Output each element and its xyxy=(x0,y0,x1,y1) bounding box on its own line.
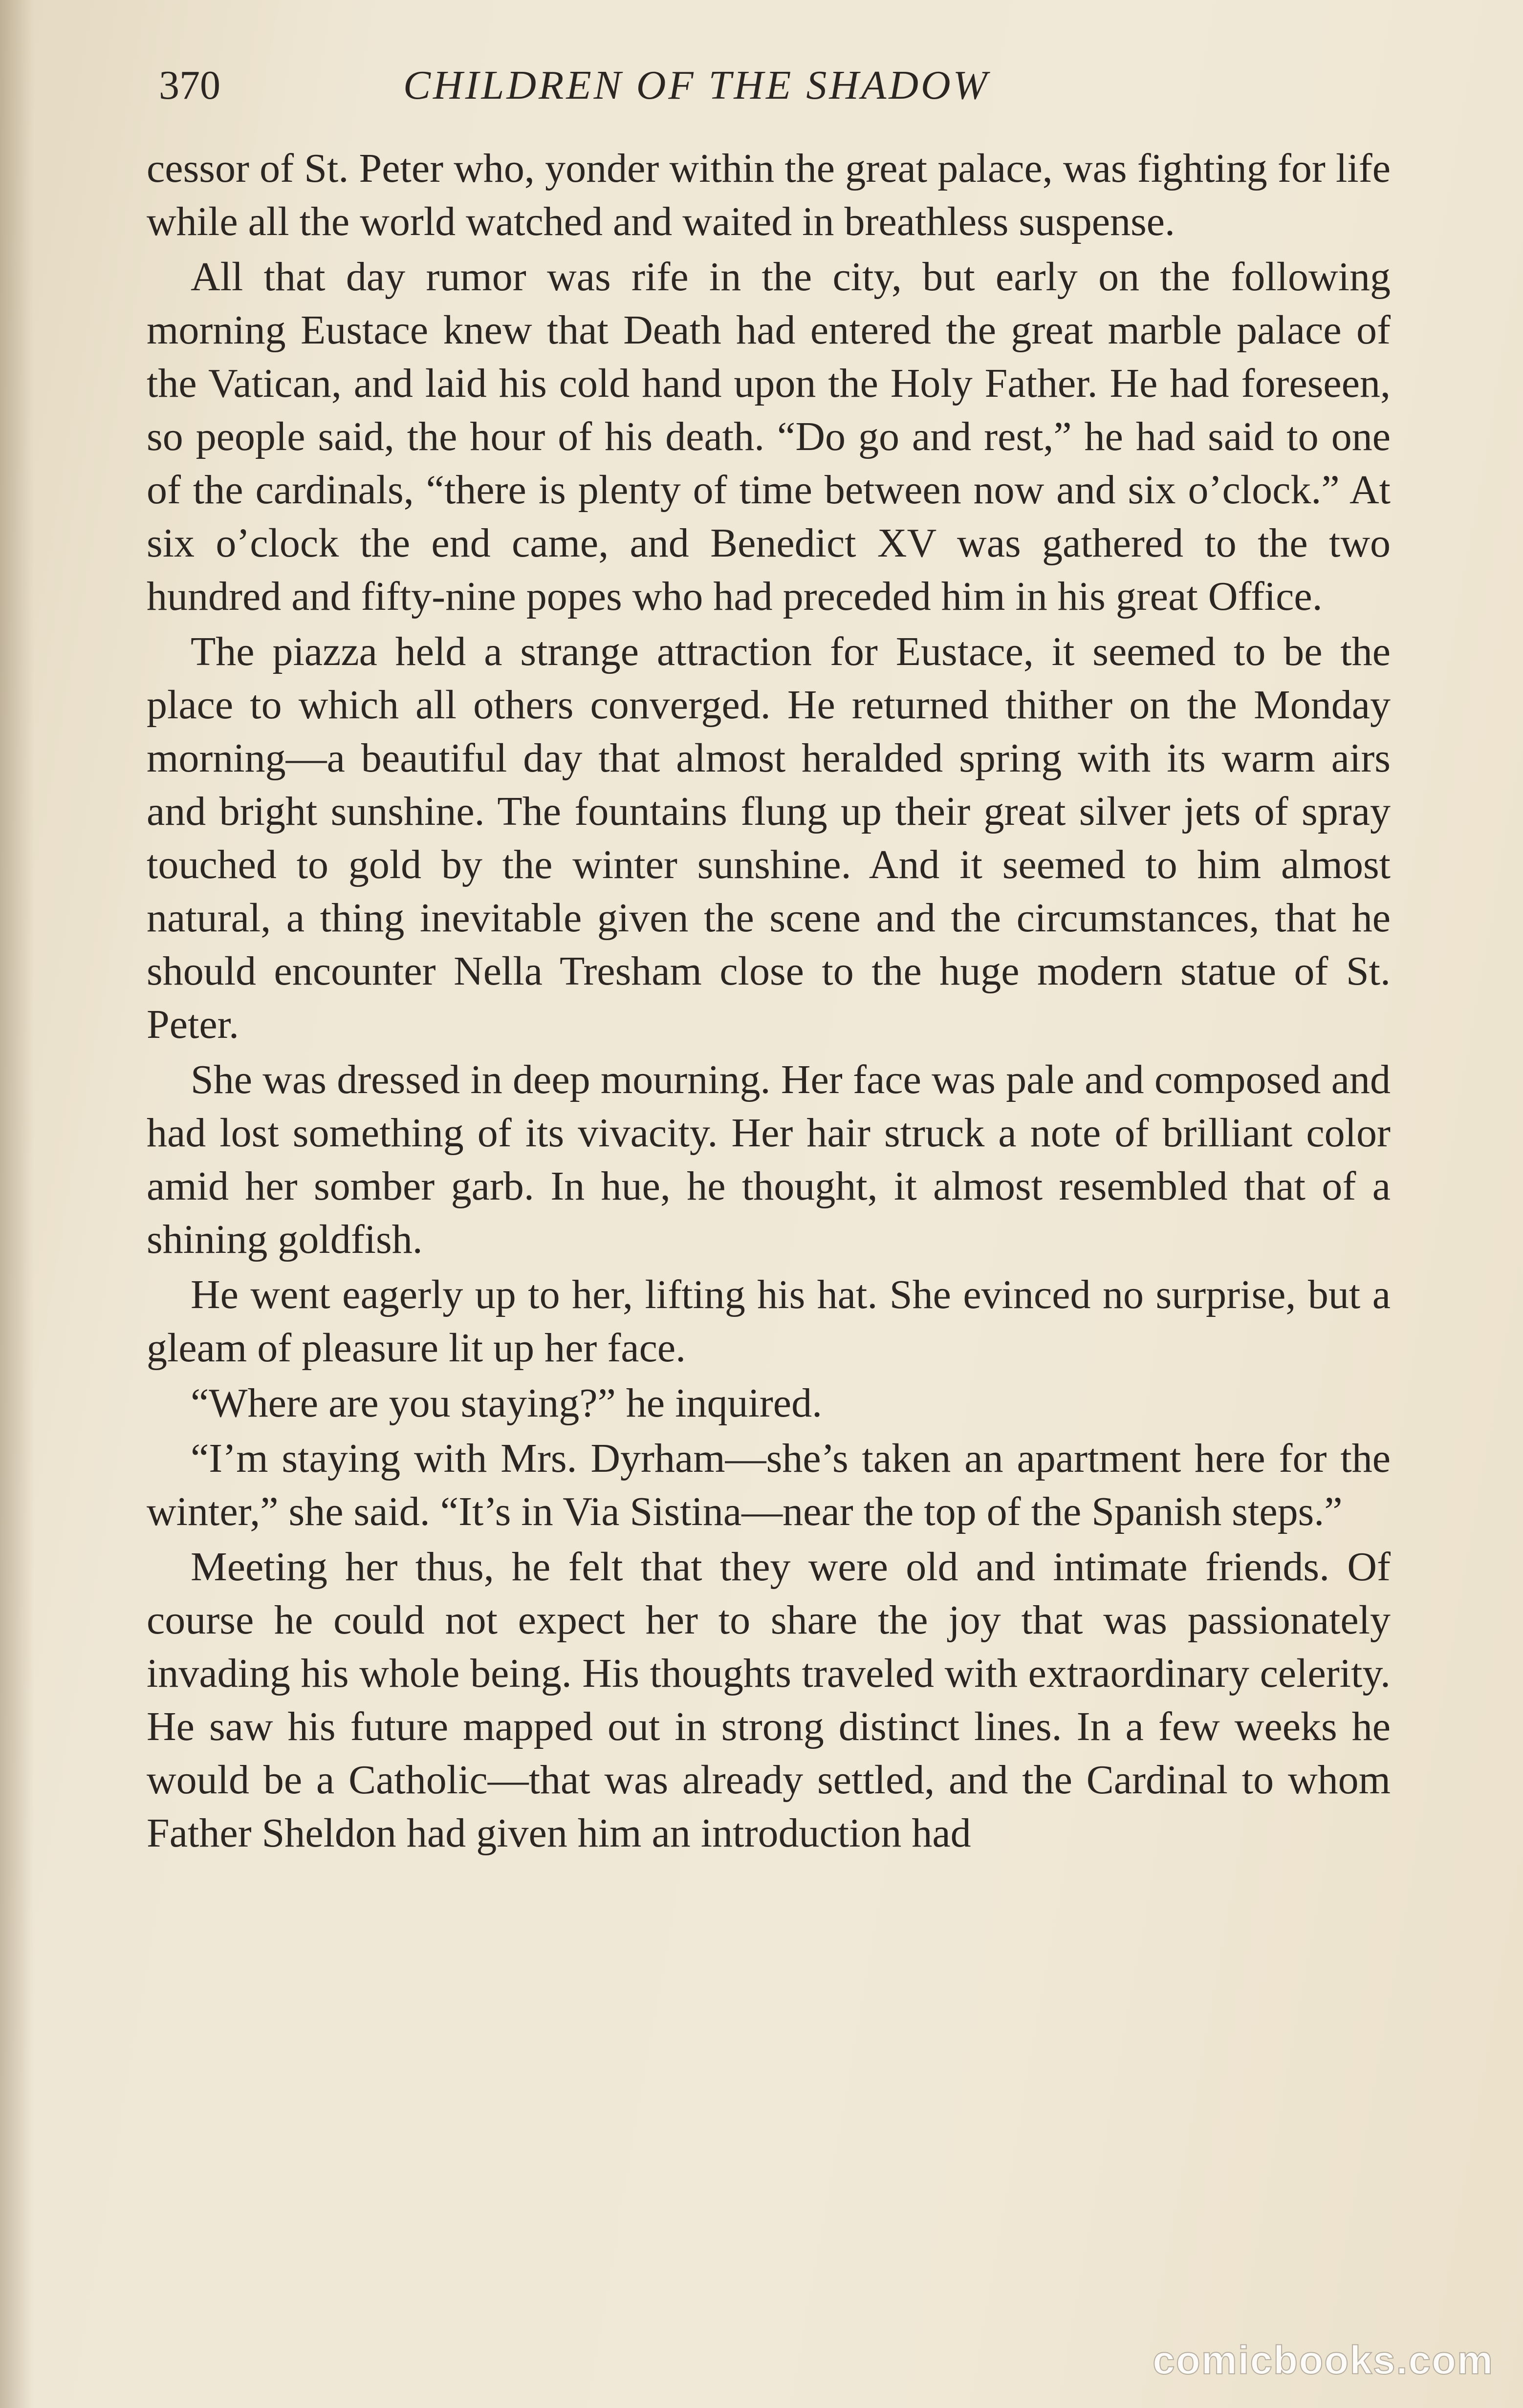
paragraph: He went eagerly up to her, lifting his hat. She evinced no surprise, but a gleam of pleasure lit up her face. xyxy=(147,1272,1391,1371)
paragraph: Meeting her thus, he felt that they were old and intimate friends. Of course he could not expect her to share the joy that was passionately invading his whole being. His thoughts traveled with extraordinary celerity. He saw his future mapped out in strong distinct lines. In a few weeks he would be a Catholic—that was already settled, and the Cardinal to whom Father Sheldon had given him an introduction had xyxy=(147,1544,1391,1856)
paragraph: She was dressed in deep mourning. Her face was pale and composed and had lost something of its vivacity. Her hair struck a note of brilliant color amid her somber garb. In hue, he thought, it almost resembled that of a shining goldfish. xyxy=(147,1057,1391,1262)
page-gutter-shadow xyxy=(0,0,34,2408)
page-number: 370 xyxy=(159,63,220,108)
paragraph: cessor of St. Peter who, yonder within the great palace, was fighting for life while all the world watched and waited in breathless suspense. xyxy=(147,146,1391,244)
paragraph: “Where are you staying?” he inquired. xyxy=(191,1380,823,1426)
running-head: CHILDREN OF THE SHADOW xyxy=(403,63,990,108)
paragraph: “I’m staying with Mrs. Dyrham—she’s taken an apartment here for the winter,” she said. “It’s in Via Sistina—near the top of the Spanish steps.” xyxy=(147,1436,1391,1534)
body-text xyxy=(147,142,1391,1862)
paragraph: The piazza held a strange attraction for Eustace, it seemed to be the place to which all others converged. He returned thither on the Monday morning—a beautiful day that almost heralded spring with its warm airs and bright sunshine. The fountains flung up their great silver jets of spray touched to gold by the winter sunshine. And it seemed to him almost natural, a thing inevitable given the scene and the circumstances, that he should encounter Nella Tresham close to the huge modern statue of St. Peter. xyxy=(147,629,1391,1047)
page-header xyxy=(159,54,1391,117)
paragraph: All that day rumor was rife in the city, but early on the following morning Eustace knew that Death had entered the great marble palace of the Vatican, and laid his cold hand upon the Holy Father. He had foreseen, so people said, the hour of his death. “Do go and rest,” he had said to one of the cardinals, “there is plenty of time between now and six o’clock.” At six o’clock the end came, and Benedict XV was gathered to the two hundred and fifty-nine popes who had preceded him in his great Office. xyxy=(147,254,1391,619)
watermark: comicbooks.com xyxy=(1153,2338,1494,2383)
